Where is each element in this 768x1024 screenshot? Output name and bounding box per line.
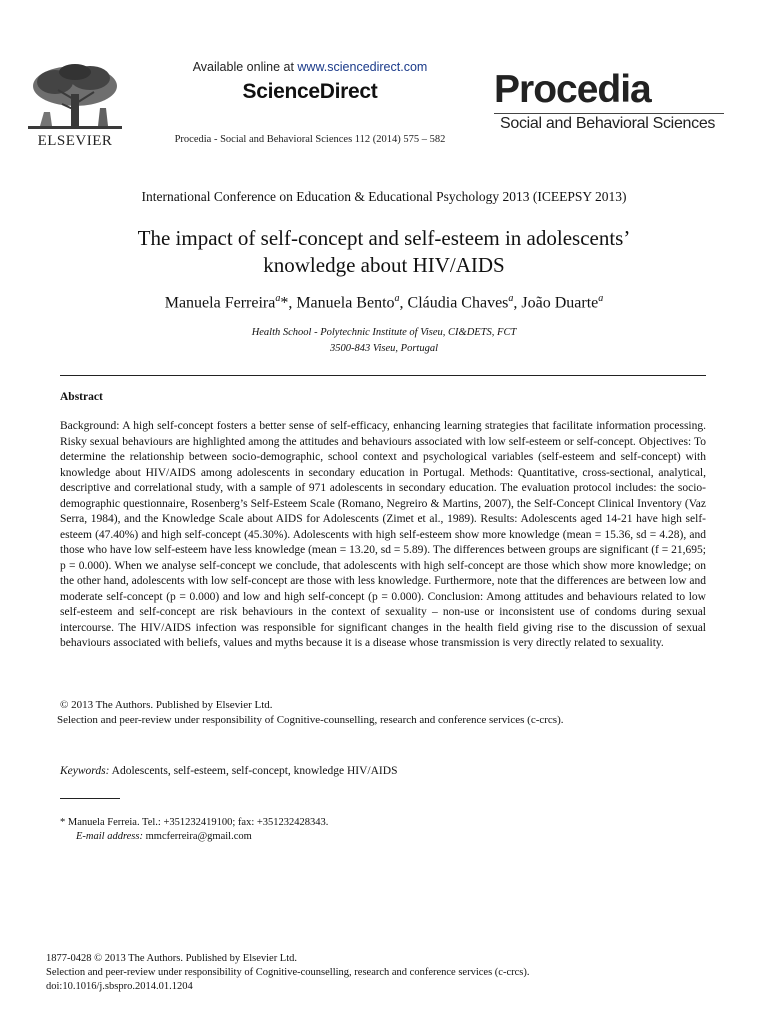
author-sep: , xyxy=(399,294,408,312)
author-name: João Duarte xyxy=(521,294,599,312)
abstract-body: Background: A high self-concept fosters a better sense of self-efficacy, enhancing learning strategies that facilitate information processing. Risky sexual behaviours are highlighted among the attitudes and behaviours associated with low self-esteem or self-concept. Objectives: To determine the relationship between socio-demographic, school context and psychological variables (self-esteem and self-concept) with knowledge about HIV/AIDS among adolescents in secondary education in Portugal. Methods: Quantitative, cross-sectional, analytical, descriptive and correlational study, with a sample of 971 adolescents in secondary education. The evaluation protocol includes: the socio-demographic questionnaire, Rosenberg’s Self-Esteem Scale (Romano, Negreiro & Martins, 2007), the Self-Concept Clinical Inventory (Vaz Serra, 1984), and the Knowledge Scale about AIDS for Adolescents (Zimet et al., 1989). Results: Adolescents aged 14-21 have high self-esteem (47.40%) and high self-concept (45.30%). Adolescents with high self-esteem show more knowledge (mean = 15.36, sd = 4.28), and those who have low self-esteem have less knowledge (mean = 13.20, sd = 5.89). The differences between groups are significant (f = 21,695; p = 0.000). When we analyse self-concept we conclude, that adolescents with high self-concept are those which show more knowledge; on the other hand, adolescents with low self-concept are those with less knowledge. Furthermore, note that the differences are between low and moderate self-concept (p = 0.000) and low and high self-concept (p = 0.000). Conclusion: Among attitudes and behaviours related to low self-esteem and self-concept are risk behaviours in the context of sexuality – non-use or inconsistent use of condoms during sexual intercourse. The HIV/AIDS infection was responsible for significant changes in the health field giving rise to the discussion of sexual behaviours associated with beliefs, values and myths because it is a disease whose transmission is very directly related to sexuality. xyxy=(60,420,706,649)
affiliation-line-1: Health School - Polytechnic Institute of Viseu, CI&DETS, FCT xyxy=(251,327,517,338)
author-list xyxy=(40,293,728,312)
keywords-list: Adolescents, self-esteem, self-concept, knowledge HIV/AIDS xyxy=(109,765,398,777)
issn-line: 1877-0428 © 2013 The Authors. Published by Elsevier Ltd. xyxy=(46,953,298,964)
title-line-1: The impact of self-concept and self-esteem in adolescents’ xyxy=(137,226,631,250)
email-address[interactable]: mmcferreira@gmail.com xyxy=(142,831,252,842)
doi-link[interactable]: doi:10.1016/j.sbspro.2014.01.1204 xyxy=(46,981,193,992)
copyright-line: © 2013 The Authors. Published by Elsevier Ltd. xyxy=(60,699,273,711)
available-online xyxy=(150,60,470,74)
bottom-peer-review: Selection and peer-review under responsibility of Cognitive-counselling, research and conference services (c-crcs). xyxy=(46,967,530,978)
affiliation xyxy=(40,325,728,357)
author-affil-mark: a xyxy=(508,293,514,304)
author-name: Cláudia Chaves xyxy=(407,294,509,312)
section-divider xyxy=(60,375,706,376)
email-label: E-mail address: xyxy=(76,831,143,842)
procedia-title: Procedia xyxy=(494,68,651,111)
publisher-name: ELSEVIER xyxy=(37,133,113,149)
conference-name: International Conference on Education & Educational Psychology 2013 (ICEEPSY 2013) xyxy=(141,189,627,204)
author-sep: , xyxy=(513,294,522,312)
author-email xyxy=(76,831,252,842)
elsevier-tree-icon xyxy=(20,60,130,135)
keywords-label: Keywords: xyxy=(60,765,110,777)
author-name: Manuela Bento xyxy=(296,294,395,312)
title-line-2: knowledge about HIV/AIDS xyxy=(263,253,505,277)
author-affil-mark: a xyxy=(275,293,281,304)
corresponding-author: * Manuela Ferreia. Tel.: +351232419100; fax: +351232428343. xyxy=(60,817,329,828)
sciencedirect-brand: ScienceDirect xyxy=(242,80,378,103)
author-sep: *, xyxy=(280,294,297,312)
abstract-heading: Abstract xyxy=(60,391,103,403)
journal-citation: Procedia - Social and Behavioral Sciences 112 (2014) 575 – 582 xyxy=(174,134,446,145)
keywords xyxy=(60,765,397,777)
procedia-rule xyxy=(494,113,724,114)
sciencedirect-link[interactable]: www.sciencedirect.com xyxy=(297,60,428,74)
affiliation-line-2: 3500-843 Viseu, Portugal xyxy=(329,343,438,354)
footnote-rule xyxy=(60,798,120,799)
author-affil-mark: a xyxy=(394,293,400,304)
available-prefix: Available online at xyxy=(192,60,298,74)
procedia-subtitle: Social and Behavioral Sciences xyxy=(500,115,716,132)
paper-title xyxy=(60,225,708,279)
peer-review-line: Selection and peer-review under responsibility of Cognitive-counselling, research and conference services (c-crcs). xyxy=(57,714,564,726)
author-affil-mark: a xyxy=(598,293,604,304)
author-name: Manuela Ferreira xyxy=(164,294,276,312)
